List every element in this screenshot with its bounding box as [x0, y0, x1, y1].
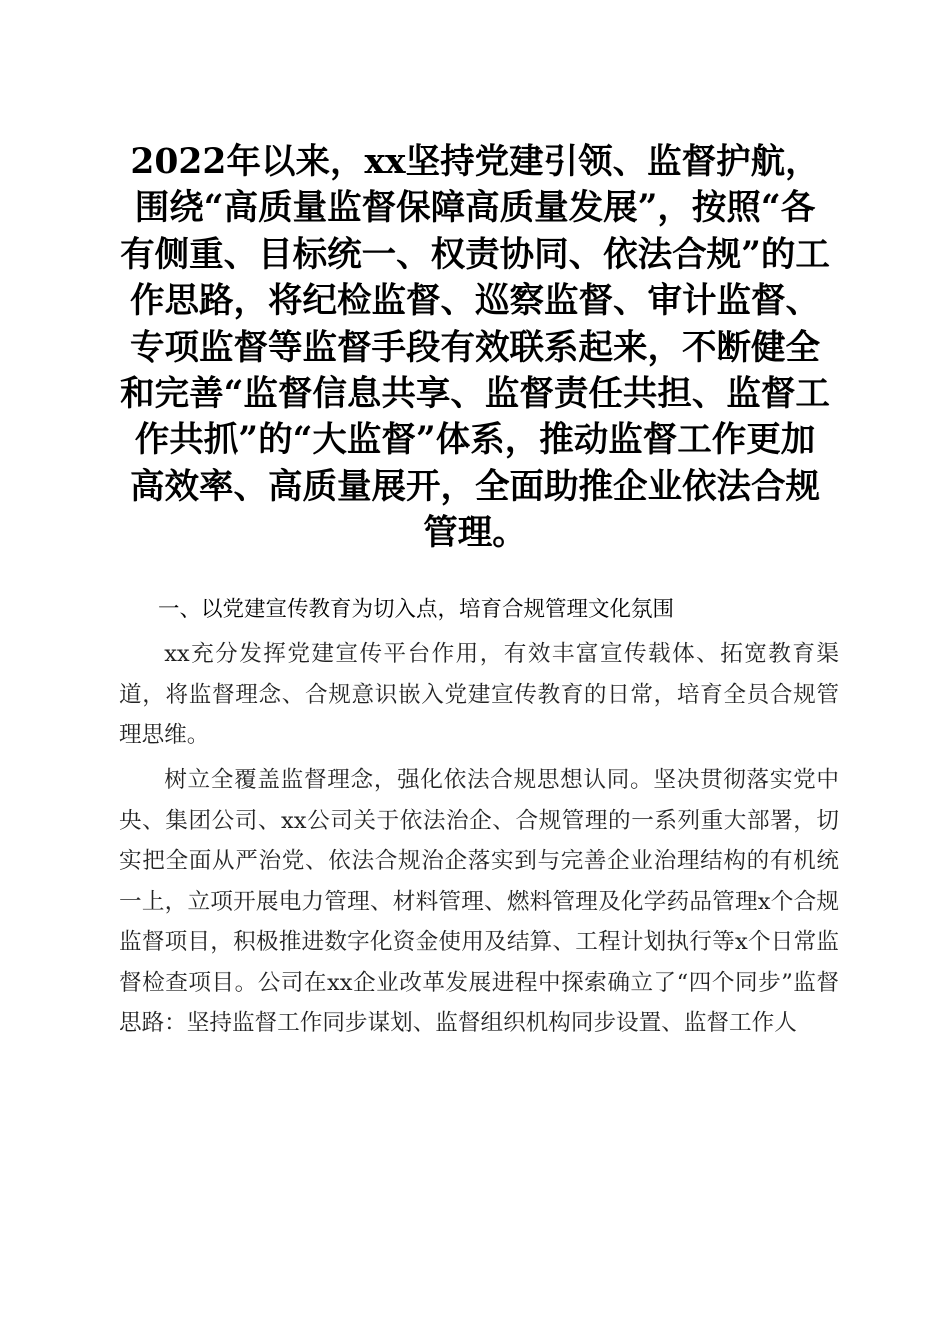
section-heading: 一、以党建宣传教育为切入点，培育合规管理文化氛围: [158, 597, 675, 622]
document-title: 2022年以来，xx坚持党建引领、监督护航，围绕“高质量监督保障高质量发展”，按照“各有侧重、目标统一、权责协同、依法合规”的工作思路，将纪检监督、巡察监督、审计监督、专项监督等监督手段有效联系起来，不断健全和完善“监督信息共享、监督责任共担、监督工作共抓”的“大监督”体系，推动监督工作更加高效率、高质量展开，全面助推企业依法合规管理。: [120, 142, 830, 554]
body-paragraph: 树立全覆盖监督理念，强化依法合规思想认同。坚决贯彻落实党中央、集团公司、xx公司关于依法治企、合规管理的一系列重大部署，切实把全面从严治党、依法合规治企落实到与完善企业治理结构的有机统一上，立项开展电力管理、材料管理、燃料管理及化学药品管理x个合规监督项目，积极推进数字化资金使用及结算、工程计划执行等x个日常监督检查项目。公司在xx企业改革发展进程中探索确立了“四个同步”监督思路：坚持监督工作同步谋划、监督组织机构同步设置、监督工作人: [119, 767, 839, 1036]
body-paragraph: xx充分发挥党建宣传平台作用，有效丰富宣传载体、拓宽教育渠道，将监督理念、合规意识嵌入党建宣传教育的日常，培育全员合规管理思维。: [119, 641, 839, 748]
